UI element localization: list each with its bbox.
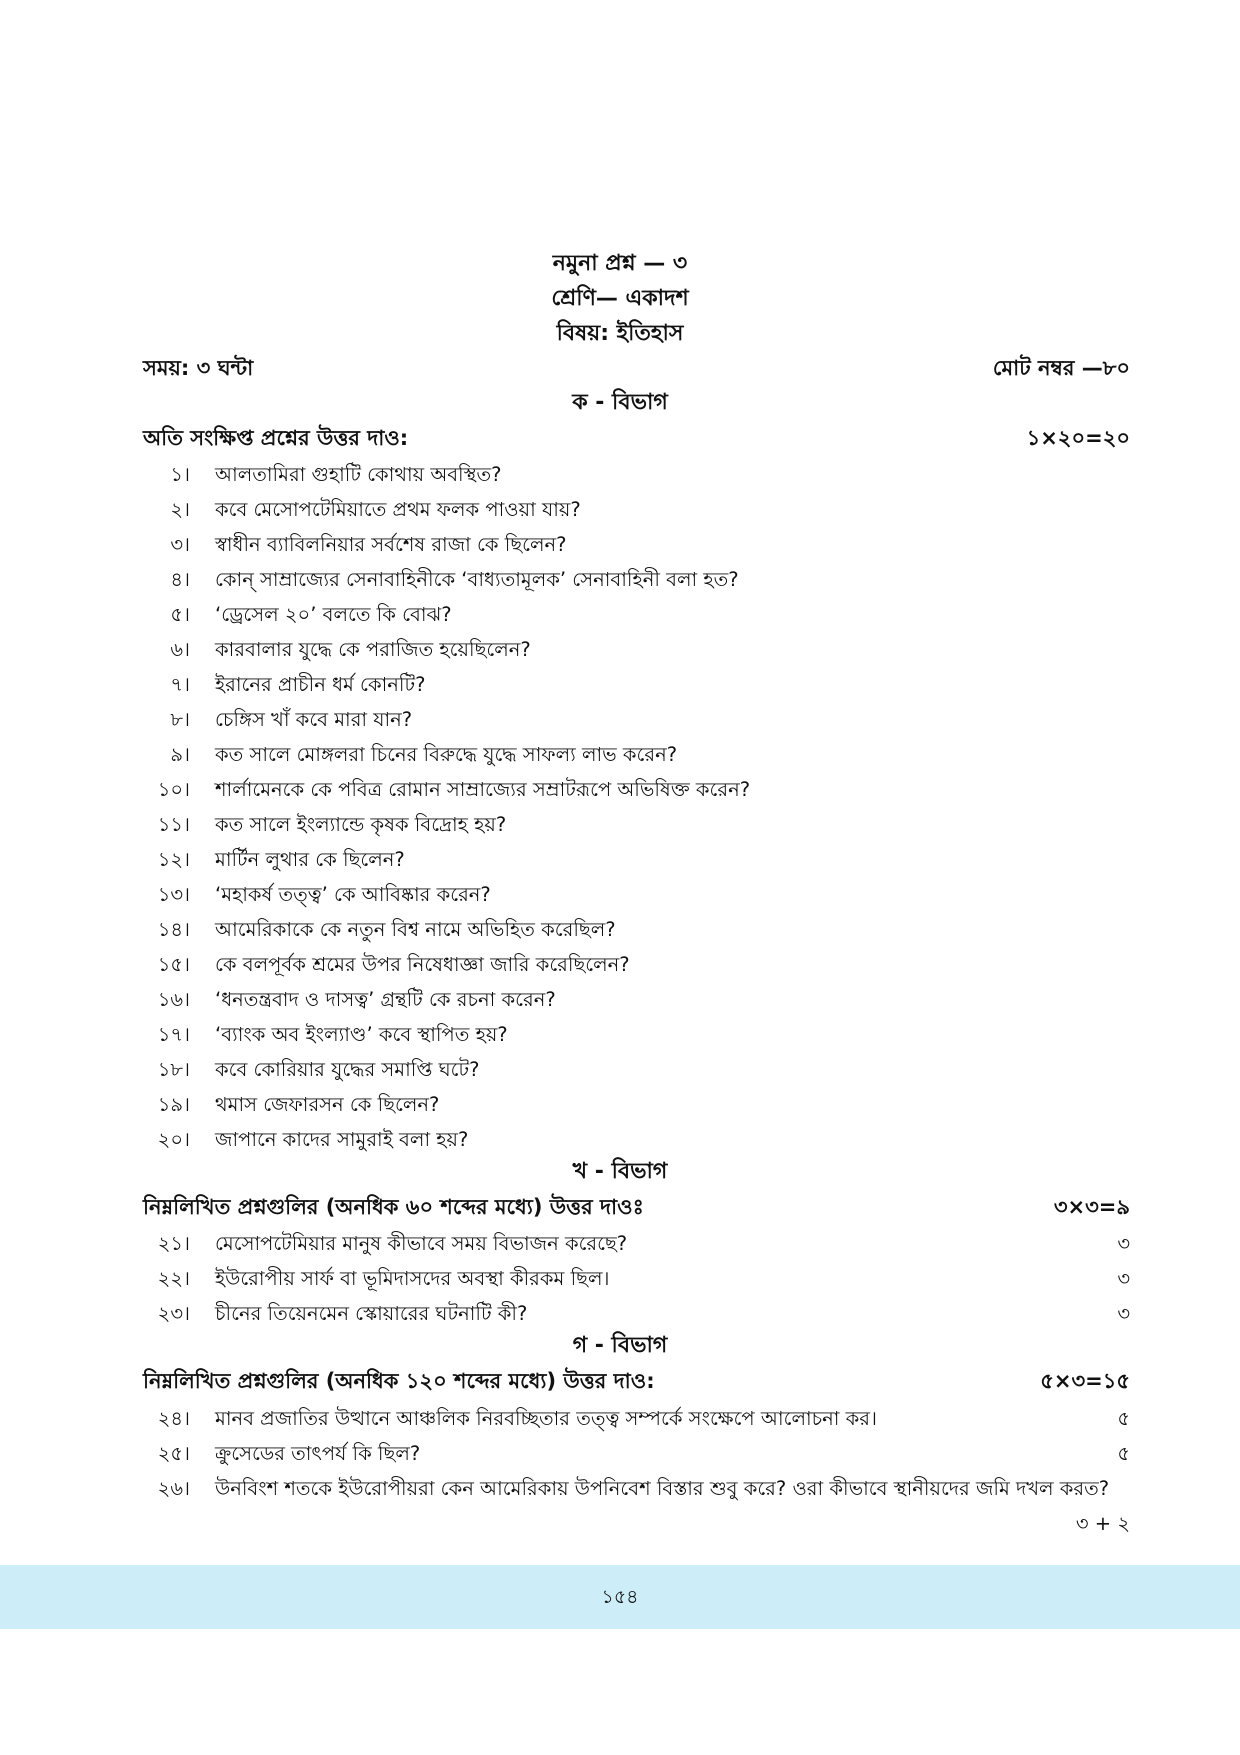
question-mark: ৫ [1117, 1407, 1130, 1430]
question-row [143, 982, 1130, 1017]
question-row [143, 1052, 1130, 1087]
question-row [143, 492, 1130, 527]
question-number: ৫। [170, 603, 190, 626]
section-a-marks: ১×২০=২০ [1026, 426, 1130, 450]
question-row [143, 1401, 1130, 1436]
paper-title: নমুনা প্রশ্ন — ৩ [552, 251, 688, 276]
page-number: ১৫৪ [601, 1586, 639, 1608]
question-text: আলতামিরা গুহাটি কোথায় অবস্থিত? [215, 463, 502, 486]
subject-label: বিষয়: ইতিহাস [556, 321, 684, 346]
section-c-instruction: নিম্নলিখিত প্রশ্নগুলির (অনধিক ১২০ শব্দের মধ্যে) উত্তর দাও: [143, 1369, 655, 1393]
question-row [143, 1471, 1130, 1541]
question-text: কবে মেসোপটেমিয়াতে প্রথম ফলক পাওয়া যায়? [215, 498, 581, 521]
section-c-title: গ - বিভাগ [572, 1333, 668, 1358]
question-text: চীনের তিয়েনমেন স্কোয়ারের ঘটনাটি কী? [215, 1302, 528, 1325]
question-text: স্বাধীন ব্যাবিলনিয়ার সর্বশেষ রাজা কে ছিলেন? [215, 533, 567, 556]
question-number: ১০। [157, 778, 190, 801]
question-text: কে বলপূর্বক শ্রমের উপর নিষেধাজ্ঞা জারি করেছিলেন? [215, 953, 630, 976]
question-text: মানব প্রজাতির উত্থানে আঞ্চলিক নিরবচ্ছিতার তত্ত্ব সম্পর্কে সংক্ষেপে আলোচনা কর। [215, 1407, 877, 1430]
question-row [143, 1436, 1130, 1471]
question-number: ২৬। [157, 1477, 190, 1500]
question-row [143, 947, 1130, 982]
time-label: সময়: ৩ ঘন্টা [143, 356, 254, 380]
question-mark: ৩ [1117, 1302, 1130, 1325]
question-number: ৩। [170, 533, 190, 556]
question-text: উনবিংশ শতকে ইউরোপীয়রা কেন আমেরিকায় উপনিবেশ বিস্তার শুবু করে? ওরা কীভাবে স্থানীয়দের জমি দখল করত? [215, 1477, 1110, 1500]
section-a-title: ক - বিভাগ [572, 390, 668, 415]
question-row [143, 527, 1130, 562]
question-row [143, 842, 1130, 877]
question-text: কত সালে ইংল্যান্ডে কৃষক বিদ্রোহ হয়? [215, 813, 507, 836]
question-number: ৯। [170, 743, 190, 766]
question-text: শার্লামেনকে কে পবিত্র রোমান সাম্রাজ্যের সম্রাটরূপে অভিষিক্ত করেন? [215, 778, 751, 801]
question-text: চেঙ্গিস খাঁ কবে মারা যান? [215, 708, 413, 731]
question-mark: ৩ + ২ [1075, 1512, 1130, 1535]
question-mark: ৩ [1117, 1267, 1130, 1290]
question-number: ১৩। [157, 883, 190, 906]
question-number: ১১। [157, 813, 190, 836]
question-row [143, 562, 1130, 597]
question-text: কোন্ সাম্রাজ্যের সেনাবাহিনীকে ‘বাধ্যতামূলক’ সেনাবাহিনী বলা হত? [215, 568, 739, 591]
question-number: ২৪। [157, 1407, 190, 1430]
section-c-marks: ৫×৩=১৫ [1040, 1369, 1130, 1393]
question-text: ‘ধনতন্ত্রবাদ ও দাসত্ব’ গ্রন্থটি কে রচনা করেন? [215, 988, 556, 1011]
question-number: ১২। [157, 848, 190, 871]
question-row [143, 457, 1130, 492]
question-text: ক্রুসেডের তাৎপর্য কি ছিল? [215, 1442, 421, 1465]
class-label: শ্রেণি— একাদশ [551, 286, 689, 311]
question-text: ‘মহাকর্ষ তত্ত্ব’ কে আবিষ্কার করেন? [215, 883, 491, 906]
question-row [143, 912, 1130, 947]
question-number: ২৩। [157, 1302, 190, 1325]
question-text: ‘ড্রেসেল ২০’ বলতে কি বোঝ? [215, 603, 452, 626]
section-b-instruction: নিম্নলিখিত প্রশ্নগুলির (অনধিক ৬০ শব্দের মধ্যে) উত্তর দাওঃ [143, 1195, 644, 1219]
question-row [143, 772, 1130, 807]
question-row [143, 632, 1130, 667]
question-number: ২। [170, 498, 190, 521]
question-row [143, 1087, 1130, 1122]
question-number: ১৫। [157, 953, 190, 976]
question-text: ‘ব্যাংক অব ইংল্যাণ্ড’ কবে স্থাপিত হয়? [215, 1023, 508, 1046]
question-text: মার্টিন লুথার কে ছিলেন? [215, 848, 405, 871]
question-number: ২০। [157, 1128, 190, 1151]
footer-band [0, 1565, 1240, 1629]
question-mark: ৩ [1117, 1232, 1130, 1255]
question-text: কারবালার যুদ্ধে কে পরাজিত হয়েছিলেন? [215, 638, 531, 661]
question-number: ১৯। [157, 1093, 190, 1116]
question-text: কত সালে মোঙ্গলরা চিনের বিরুদ্ধে যুদ্ধে সাফল্য লাভ করেন? [215, 743, 678, 766]
question-text: আমেরিকাকে কে নতুন বিশ্ব নামে অভিহিত করেছিল? [215, 918, 616, 941]
question-text: কবে কোরিয়ার যুদ্ধের সমাপ্তি ঘটে? [215, 1058, 480, 1081]
question-row [143, 667, 1130, 702]
total-marks-label: মোট নম্বর —৮০ [992, 356, 1130, 380]
question-number: ১৭। [157, 1023, 190, 1046]
question-text: থমাস জেফারসন কে ছিলেন? [215, 1093, 440, 1116]
question-row [143, 737, 1130, 772]
question-number: ৬। [170, 638, 190, 661]
question-number: ২১। [157, 1232, 190, 1255]
question-row [143, 1226, 1130, 1261]
question-mark: ৫ [1117, 1442, 1130, 1465]
question-row [143, 1017, 1130, 1052]
section-b-title: খ - বিভাগ [572, 1159, 668, 1184]
question-number: ৮। [170, 708, 190, 731]
question-row [143, 1261, 1130, 1296]
question-number: ৪। [170, 568, 190, 591]
question-number: ২২। [157, 1267, 190, 1290]
question-number: ১৮। [157, 1058, 190, 1081]
question-row [143, 1122, 1130, 1157]
question-row [143, 1296, 1130, 1331]
question-row [143, 597, 1130, 632]
question-text: ইরানের প্রাচীন ধর্ম কোনটি? [215, 673, 426, 696]
question-number: ১৪। [157, 918, 190, 941]
section-b-marks: ৩×৩=৯ [1053, 1195, 1130, 1219]
question-row [143, 702, 1130, 737]
question-row [143, 807, 1130, 842]
question-text: জাপানে কাদের সামুরাই বলা হয়? [215, 1128, 469, 1151]
question-text: ইউরোপীয় সার্ফ বা ভূমিদাসদের অবস্থা কীরকম ছিল। [215, 1267, 610, 1290]
question-number: ১৬। [157, 988, 190, 1011]
section-a-instruction: অতি সংক্ষিপ্ত প্রশ্নের উত্তর দাও: [143, 426, 409, 450]
question-text: মেসোপটেমিয়ার মানুষ কীভাবে সময় বিভাজন করেছে? [215, 1232, 628, 1255]
question-row [143, 877, 1130, 912]
question-number: ৭। [170, 673, 190, 696]
question-number: ১। [170, 463, 190, 486]
question-number: ২৫। [157, 1442, 190, 1465]
